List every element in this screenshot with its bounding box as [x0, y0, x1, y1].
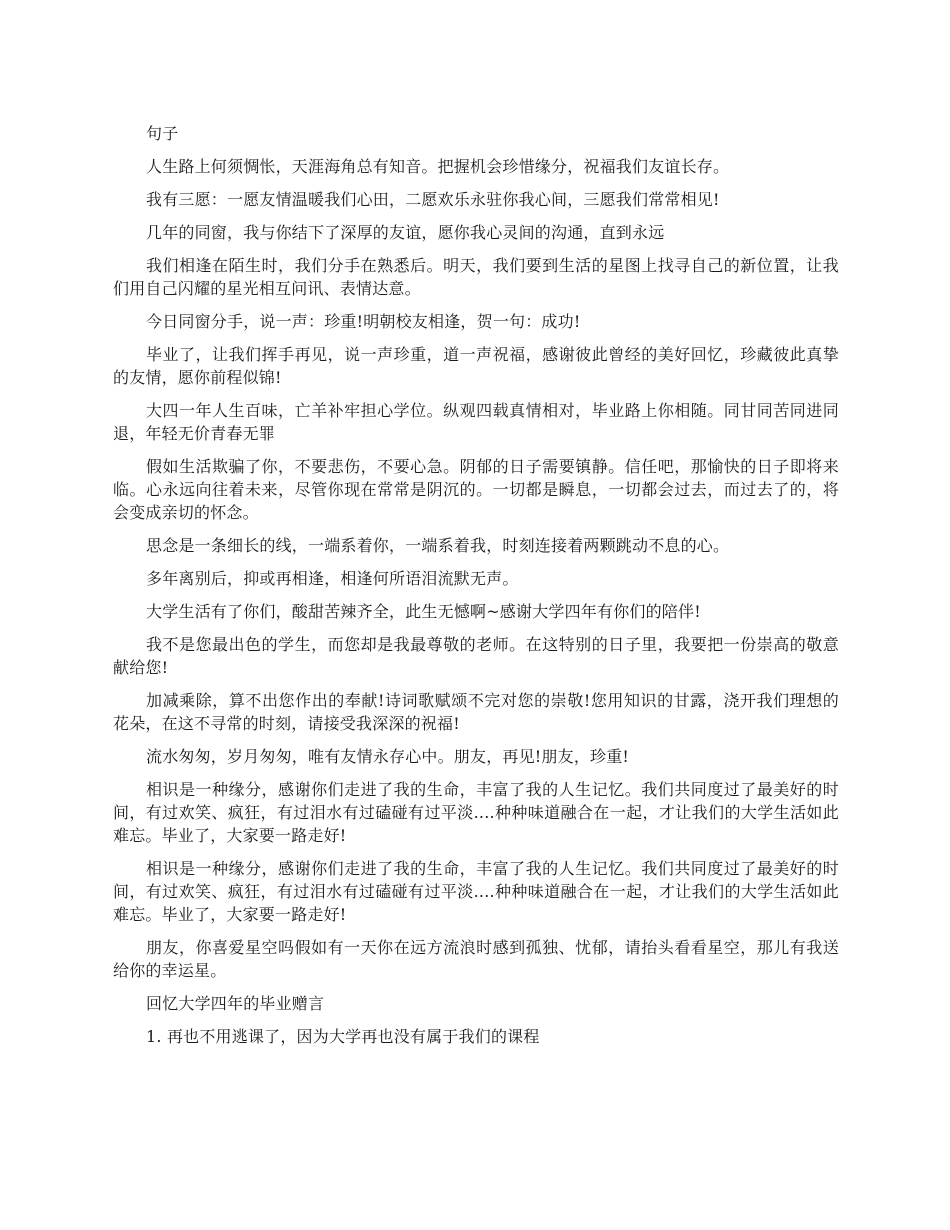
- paragraph: 思念是一条细长的线，一端系着你，一端系着我，时刻连接着两颗跳动不息的心。: [146, 536, 730, 555]
- paragraph: 假如生活欺骗了你，不要悲伤，不要心急。阴郁的日子需要镇静。信任吧，那愉快的日子即将来临。心永远向往着未来，尽管你现在常常是阴沉的。一切都是瞬息，一切都会过去，而过去了的，将会变成亲切的怀念。: [113, 457, 839, 522]
- paragraph: 我有三愿：一愿友情温暖我们心田，二愿欢乐永驻你我心间，三愿我们常常相见!: [146, 190, 720, 209]
- paragraph: 流水匆匆，岁月匆匆，唯有友情永存心中。朋友，再见!朋友，珍重!: [146, 747, 630, 766]
- heading-sentences: 句子: [146, 124, 179, 143]
- paragraph: 今日同窗分手，说一声：珍重!明朝校友相逢，贺一句：成功!: [146, 312, 581, 331]
- paragraph: 几年的同窗，我与你结下了深厚的友谊，愿你我心灵间的沟通，直到永远: [146, 223, 665, 242]
- document-page: [113, 122, 839, 1058]
- paragraph: 我们相逢在陌生时，我们分手在熟悉后。明天，我们要到生活的星图上找寻自己的新位置，让我们用自己闪耀的星光相互问讯、表情达意。: [113, 256, 839, 298]
- paragraph: 我不是您最出色的学生，而您却是我最尊敬的老师。在这特别的日子里，我要把一份崇高的敬意献给您!: [113, 635, 839, 677]
- paragraph: 毕业了，让我们挥手再见，说一声珍重，道一声祝福，感谢彼此曾经的美好回忆，珍藏彼此真挚的友情，愿你前程似锦!: [113, 345, 839, 387]
- paragraph: 相识是一种缘分，感谢你们走进了我的生命，丰富了我的人生记忆。我们共同度过了最美好的时间，有过欢笑、疯狂，有过泪水有过磕碰有过平淡....种种味道融合在一起，才让我们的大学生活如此难忘。毕业了，大家要一路走好!: [113, 780, 839, 845]
- paragraph: 大学生活有了你们，酸甜苦辣齐全，此生无憾啊~感谢大学四年有你们的陪伴!: [146, 602, 701, 621]
- paragraph: 大四一年人生百味，亡羊补牢担心学位。纵观四载真情相对，毕业路上你相随。同甘同苦同进同退，年轻无价青春无罪: [113, 401, 839, 443]
- paragraph: 多年离别后，抑或再相逢，相逢何所语泪流默无声。: [146, 569, 519, 588]
- paragraph: 加减乘除，算不出您作出的奉献!诗词歌赋颂不完对您的崇敬!您用知识的甘露，浇开我们理想的花朵，在这不寻常的时刻，请接受我深深的祝福!: [113, 691, 839, 733]
- section-heading: 回忆大学四年的毕业赠言: [146, 994, 325, 1013]
- paragraph: 人生路上何须惆怅，天涯海角总有知音。把握机会珍惜缘分，祝福我们友谊长存。: [146, 157, 730, 176]
- paragraph: 相识是一种缘分，感谢你们走进了我的生命，丰富了我的人生记忆。我们共同度过了最美好的时间，有过欢笑、疯狂，有过泪水有过磕碰有过平淡....种种味道融合在一起，才让我们的大学生活如此难忘。毕业了，大家要一路走好!: [113, 859, 839, 924]
- numbered-list-item: 1. 再也不用逃课了，因为大学再也没有属于我们的课程: [146, 1027, 540, 1046]
- paragraph: 朋友，你喜爱星空吗假如有一天你在远方流浪时感到孤独、忧郁，请抬头看看星空，那儿有我送给你的幸运星。: [113, 938, 839, 980]
